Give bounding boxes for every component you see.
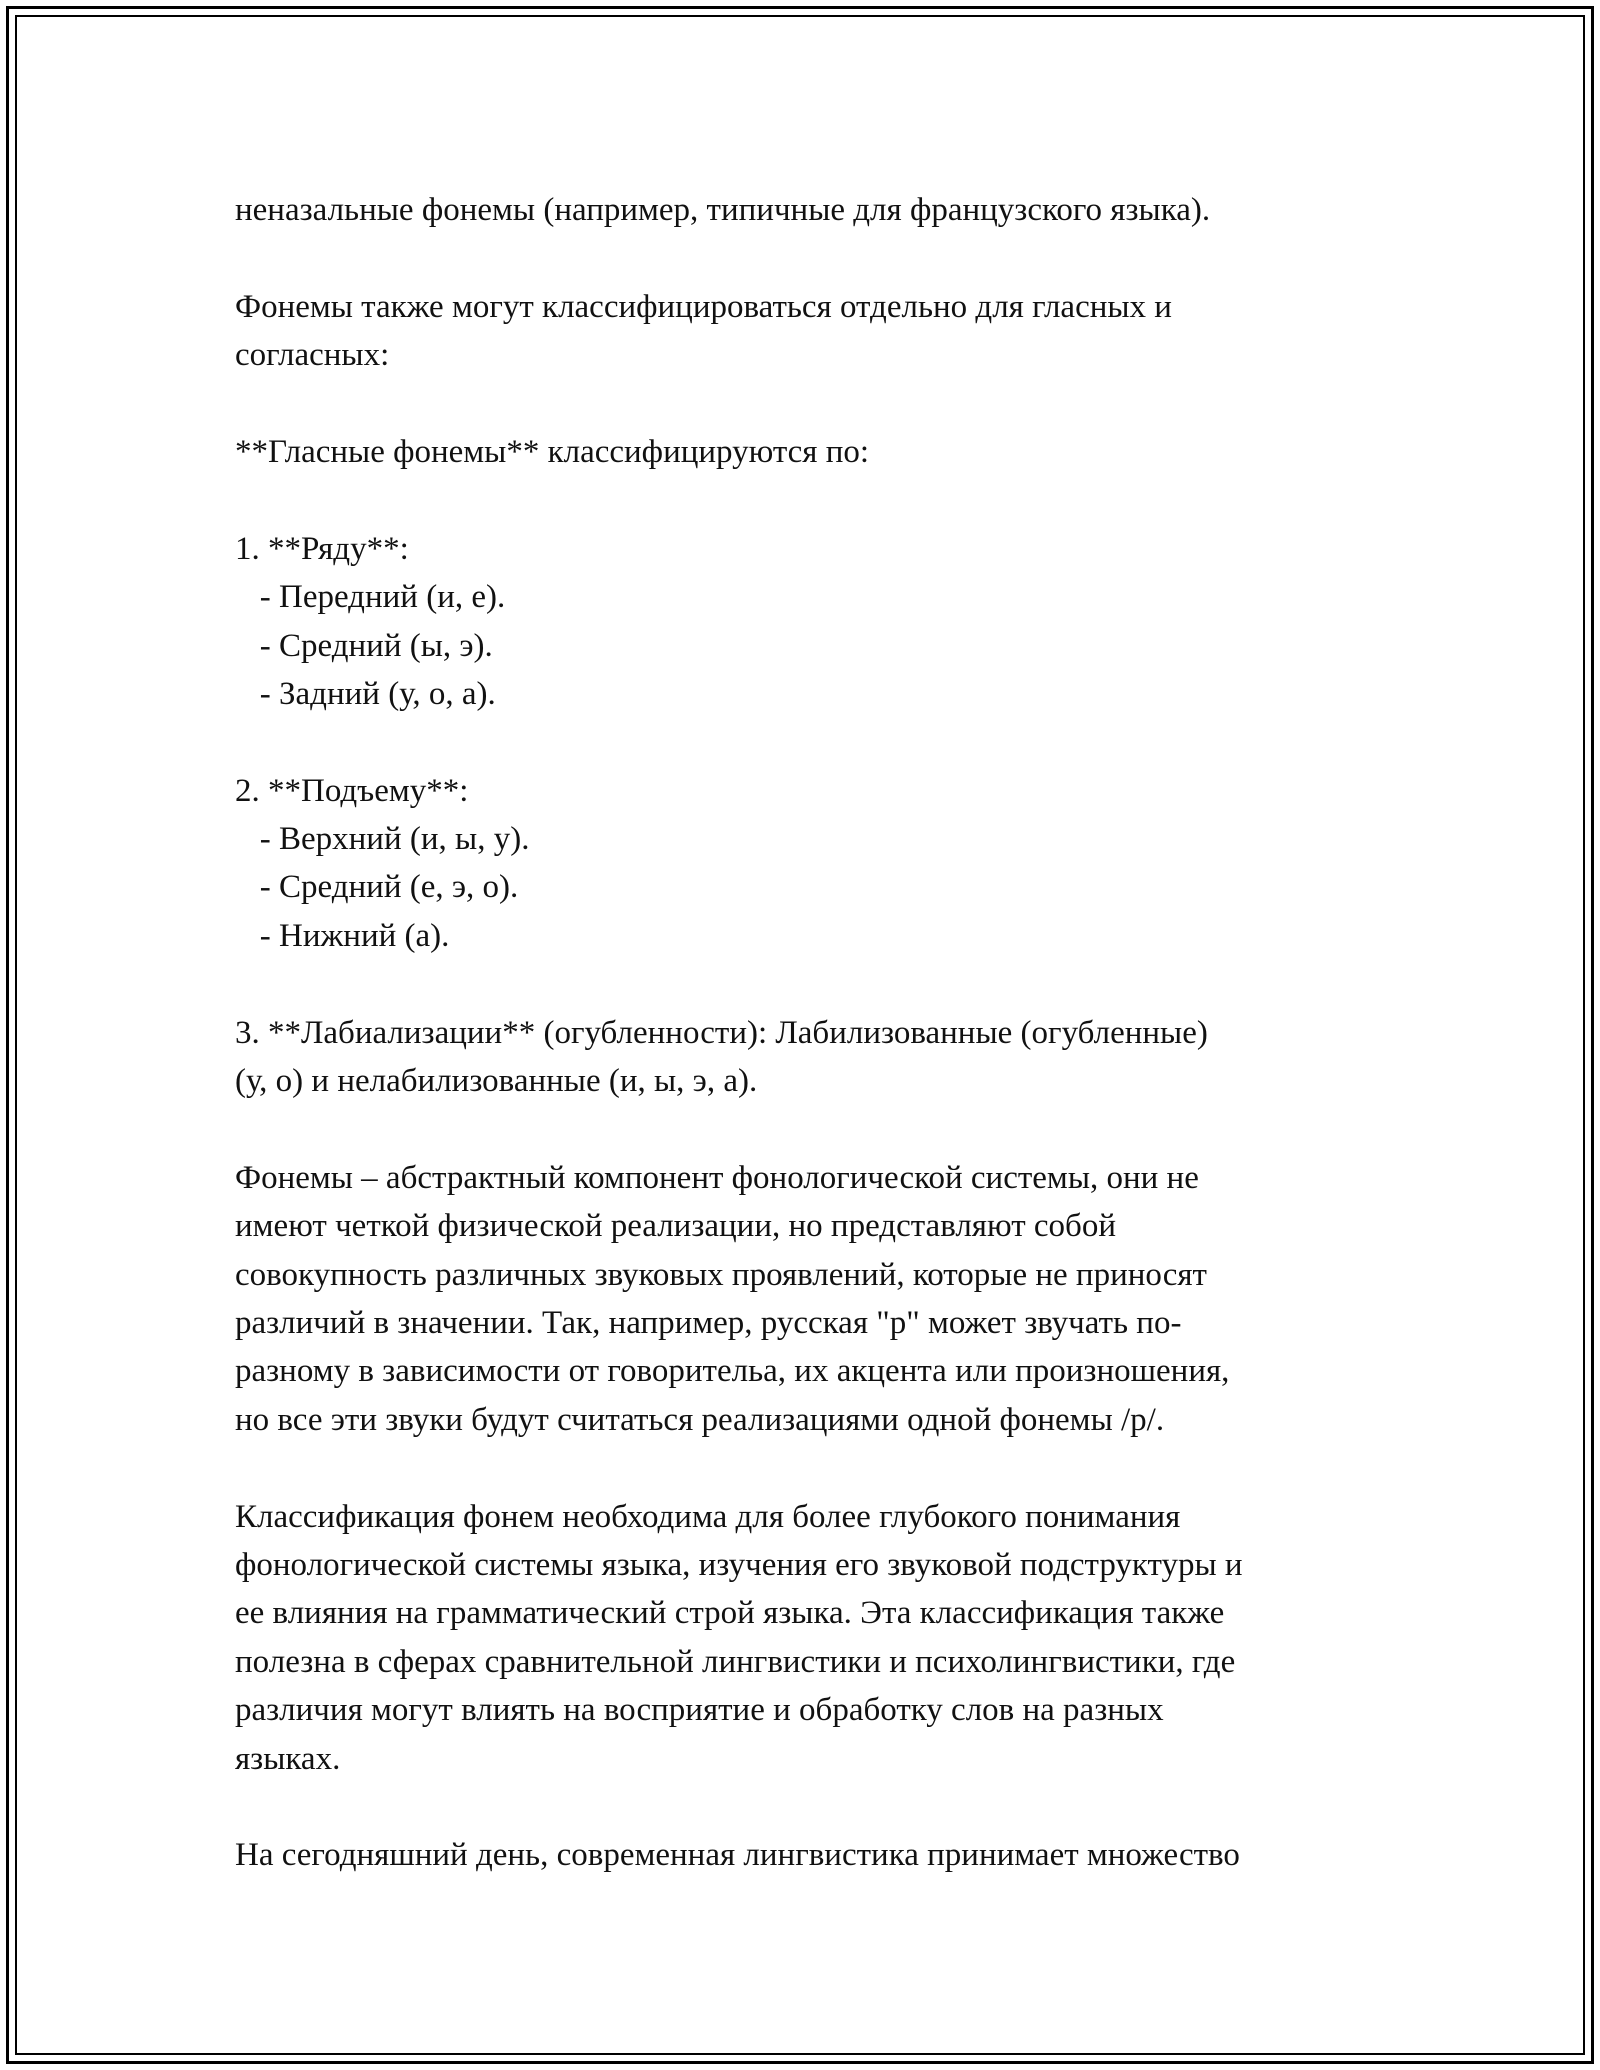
text-line: - Передний (и, е). bbox=[235, 579, 506, 616]
text-line: - Верхний (и, ы, у). bbox=[235, 821, 530, 858]
blank-line bbox=[235, 476, 1385, 524]
text-line: - Задний (у, о, а). bbox=[235, 675, 496, 712]
text-line: 2. **Подъему**: bbox=[235, 772, 469, 809]
text-line: (у, о) и нелабилизованные (и, ы, э, а). bbox=[235, 1063, 758, 1100]
blank-line bbox=[235, 718, 1385, 766]
text-line: **Гласные фонемы** классифицируются по: bbox=[235, 433, 870, 470]
text-line: - Нижний (а). bbox=[235, 917, 450, 954]
text-line: Фонемы также могут классифицироваться отдельно для гласных и bbox=[235, 288, 1172, 325]
text-line: языках. bbox=[235, 1740, 341, 1777]
text-line: Классификация фонем необходима для более глубокого понимания bbox=[235, 1498, 1181, 1535]
text-line: 3. **Лабиализации** (огубленности): Лабилизованные (огубленные) bbox=[235, 1014, 1208, 1051]
blank-line bbox=[235, 960, 1385, 1008]
blank-line bbox=[235, 380, 1385, 428]
text-line: неназальные фонемы (например, типичные для французского языка). bbox=[235, 192, 1211, 228]
text-line: - Средний (е, э, о). bbox=[235, 869, 519, 906]
blank-line bbox=[235, 1105, 1385, 1153]
text-line: - Средний (ы, э). bbox=[235, 627, 493, 664]
text-line: различий в значении. Так, например, русская "р" может звучать по- bbox=[235, 1304, 1182, 1341]
blank-line bbox=[235, 1783, 1385, 1831]
text-line: полезна в сферах сравнительной лингвистики и психолингвистики, где bbox=[235, 1643, 1236, 1680]
text-line: На сегодняшний день, современная лингвистика принимает множество bbox=[235, 1837, 1240, 1874]
text-line: ее влияния на грамматический строй языка. Эта классификация также bbox=[235, 1595, 1225, 1632]
text-line: согласных: bbox=[235, 337, 390, 374]
text-line: но все эти звуки будут считаться реализациями одной фонемы /р/. bbox=[235, 1401, 1165, 1438]
blank-line bbox=[235, 234, 1385, 282]
text-line: фонологической системы языка, изучения его звуковой подструктуры и bbox=[235, 1546, 1243, 1583]
text-line: разному в зависимости от говорительа, их акцента или произношения, bbox=[235, 1353, 1230, 1390]
blank-line bbox=[235, 1444, 1385, 1492]
document-body bbox=[235, 186, 1385, 1880]
text-line: 1. **Ряду**: bbox=[235, 530, 409, 567]
text-line: Фонемы – абстрактный компонент фонологической системы, они не bbox=[235, 1159, 1199, 1196]
text-line: различия могут влиять на восприятие и обработку слов на разных bbox=[235, 1692, 1164, 1729]
text-line: совокупность различных звуковых проявлений, которые не приносят bbox=[235, 1256, 1207, 1293]
text-line: имеют четкой физической реализации, но представляют собой bbox=[235, 1208, 1116, 1245]
